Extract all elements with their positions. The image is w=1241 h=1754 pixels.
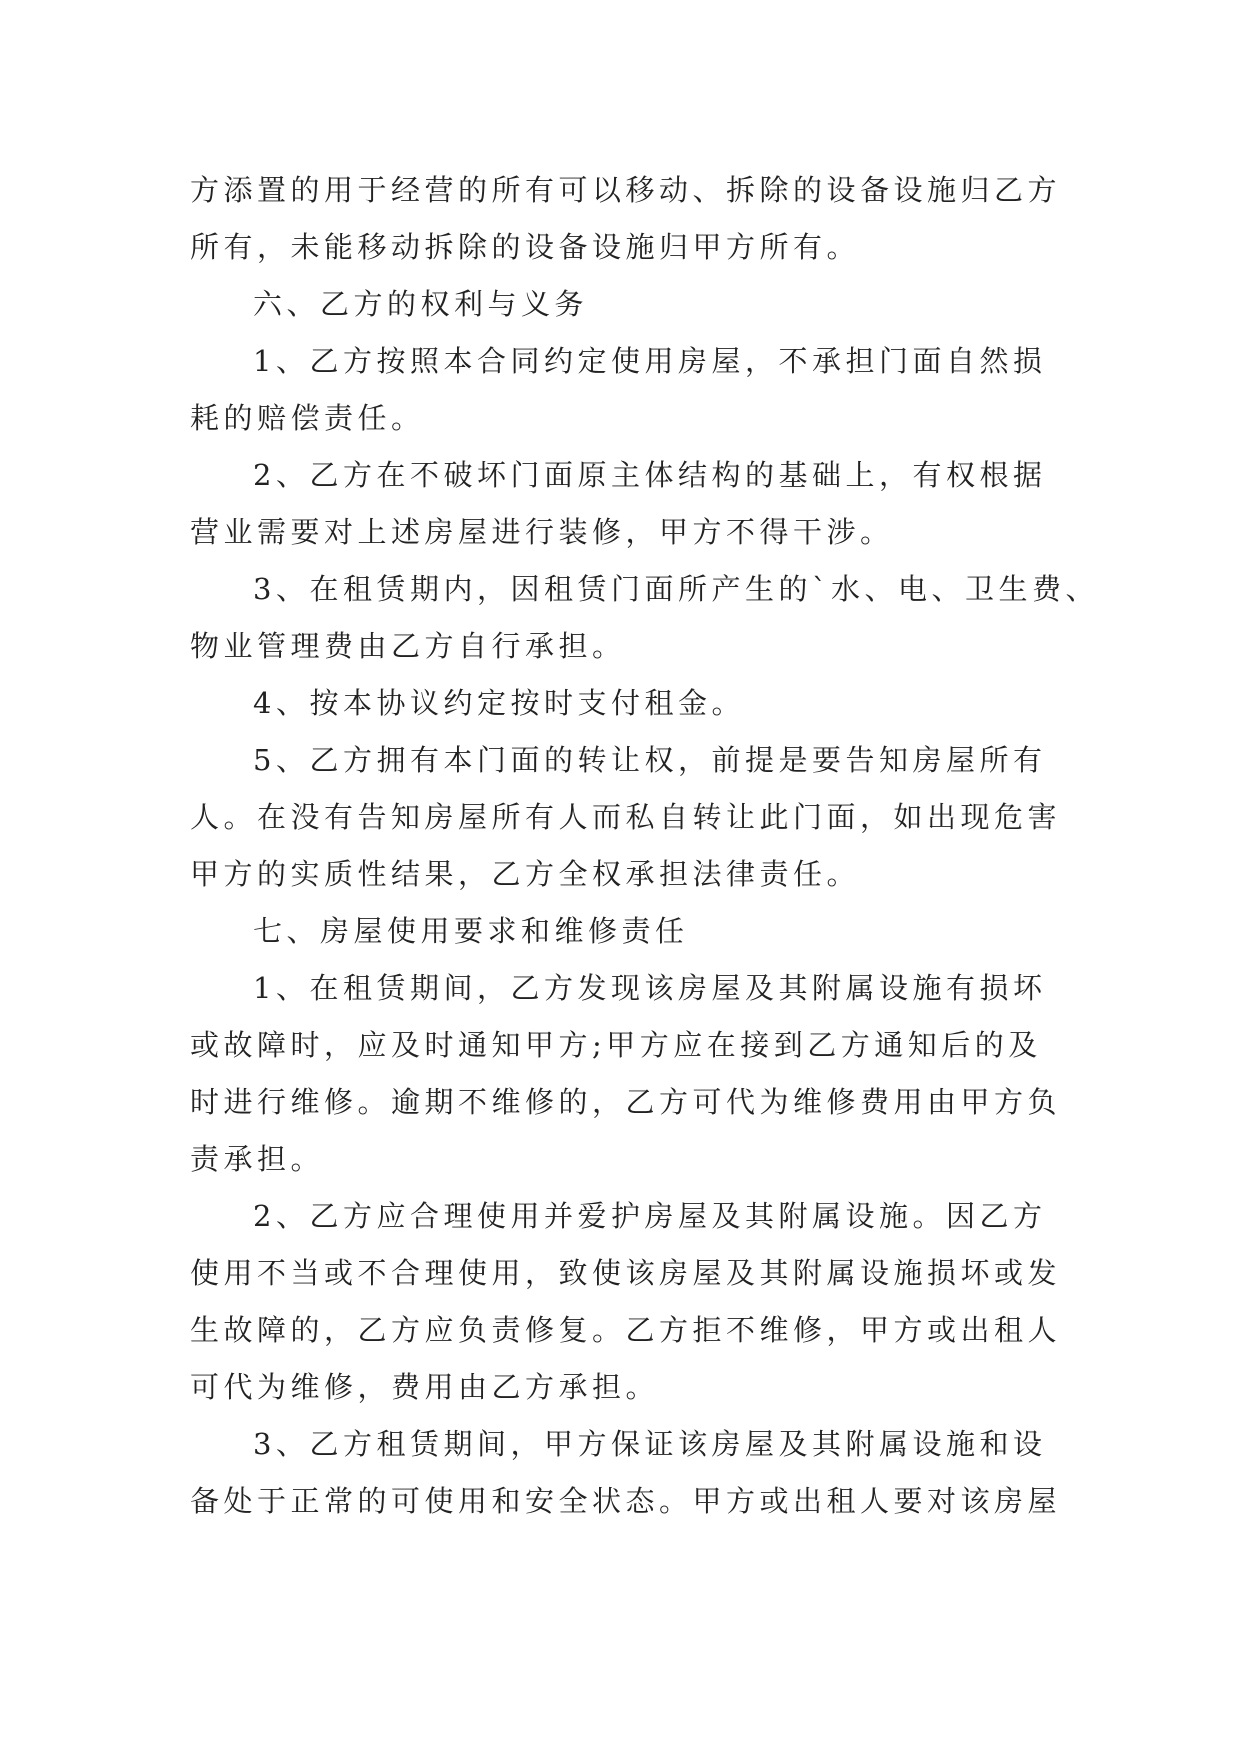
text-line: 物业管理费由乙方自行承担。 [190,629,626,663]
text-line: 4、按本协议约定按时支付租金。 [253,686,745,720]
text-line: 备处于正常的可使用和安全状态。甲方或出租人要对该房屋 [190,1484,1062,1518]
section-heading: 六、乙方的权利与义务 [253,287,589,321]
text-line: 可代为维修，费用由乙方承担。 [190,1370,660,1404]
text-line: 2、乙方应合理使用并爱护房屋及其附属设施。因乙方 [253,1199,1047,1233]
text-line: 营业需要对上述房屋进行装修，甲方不得干涉。 [190,515,894,549]
section-heading: 七、房屋使用要求和维修责任 [253,914,689,948]
text-line: 或故障时，应及时通知甲方;甲方应在接到乙方通知后的及 [190,1028,1042,1062]
text-line: 1、在租赁期间，乙方发现该房屋及其附属设施有损坏 [253,971,1047,1005]
document-body [190,162,1099,1530]
text-line: 5、乙方拥有本门面的转让权，前提是要告知房屋所有 [253,743,1047,777]
text-line: 1、乙方按照本合同约定使用房屋，不承担门面自然损 [253,344,1047,378]
text-line: 甲方的实质性结果，乙方全权承担法律责任。 [190,857,861,891]
text-line: 3、在租赁期内，因租赁门面所产生的`水、电、卫生费、 [253,572,1099,606]
text-line: 2、乙方在不破坏门面原主体结构的基础上，有权根据 [253,458,1047,492]
text-line: 方添置的用于经营的所有可以移动、拆除的设备设施归乙方 [190,173,1062,207]
text-line: 生故障的，乙方应负责修复。乙方拒不维修，甲方或出租人 [190,1313,1062,1347]
text-line: 所有，未能移动拆除的设备设施归甲方所有。 [190,230,861,264]
text-line: 时进行维修。逾期不维修的，乙方可代为维修费用由甲方负 [190,1085,1062,1119]
text-line: 耗的赔偿责任。 [190,401,425,435]
text-line: 使用不当或不合理使用，致使该房屋及其附属设施损坏或发 [190,1256,1062,1290]
text-line: 3、乙方租赁期间，甲方保证该房屋及其附属设施和设 [253,1427,1047,1461]
text-line: 人。在没有告知房屋所有人而私自转让此门面，如出现危害 [190,800,1062,834]
text-line: 责承担。 [190,1142,325,1176]
